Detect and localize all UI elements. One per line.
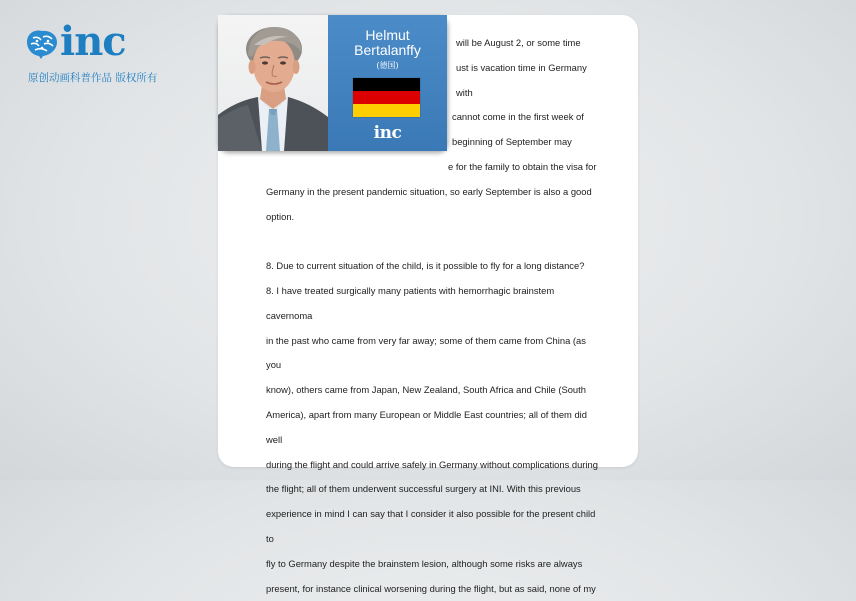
- panel-logo: inc: [373, 123, 402, 143]
- answer-line: 8. I have treated surgically many patients with hemorrhagic brainstem cavernoma: [266, 284, 555, 321]
- brand-logo: [22, 18, 182, 84]
- doctor-last-name: Bertalanffy: [354, 42, 421, 58]
- answer-line: experience in mind I can say that I consider it also possible for the present child to: [266, 508, 596, 544]
- question-8: 8. Due to current situation of the child, is it possible to fly for a long distance?: [266, 260, 585, 272]
- text-line: cannot come in the first week of: [452, 111, 584, 123]
- doctor-country: (德国): [376, 61, 399, 70]
- doctor-first-name: Helmut: [365, 27, 410, 43]
- flag-stripe-gold: [353, 104, 420, 117]
- doctor-profile-card: [218, 15, 447, 151]
- answer-line: know), others came from Japan, New Zealand, South Africa and Chile (South: [266, 384, 586, 396]
- brand-wordmark: inc: [60, 18, 126, 65]
- text-line: ust is vacation time in Germany with: [456, 61, 587, 98]
- text-line: will be August 2, or some time: [456, 37, 581, 48]
- germany-flag-icon: [353, 78, 420, 117]
- text-line: e for the family to obtain the visa for: [448, 160, 597, 172]
- profile-info-panel: [328, 15, 447, 151]
- brain-icon: [24, 28, 60, 60]
- text-line: option.: [266, 210, 295, 222]
- doctor-portrait: [218, 15, 328, 151]
- portrait-illustration: [218, 15, 328, 151]
- answer-line: present, for instance clinical worsening during the flight, but as said, none of my: [266, 582, 596, 594]
- text-line: beginning of September may: [452, 136, 572, 148]
- flag-stripe-black: [353, 78, 420, 91]
- answer-line: America), apart from many European or Middle East countries; all of them did well: [266, 408, 587, 445]
- answer-line: during the flight and could arrive safely in Germany without complications during: [266, 458, 598, 470]
- flag-stripe-red: [353, 91, 420, 104]
- answer-line: fly to Germany despite the brainstem lesion, although some risks are always: [266, 557, 583, 569]
- answer-line: the flight; all of them underwent successful surgery at INI. With this previous: [266, 483, 581, 495]
- text-line: Germany in the present pandemic situation, so early September is also a good: [266, 185, 592, 197]
- brand-subtitle: 原创动画科普作品 版权所有: [28, 72, 158, 84]
- answer-line: in the past who came from very far away; some of them came from China (as you: [266, 334, 586, 371]
